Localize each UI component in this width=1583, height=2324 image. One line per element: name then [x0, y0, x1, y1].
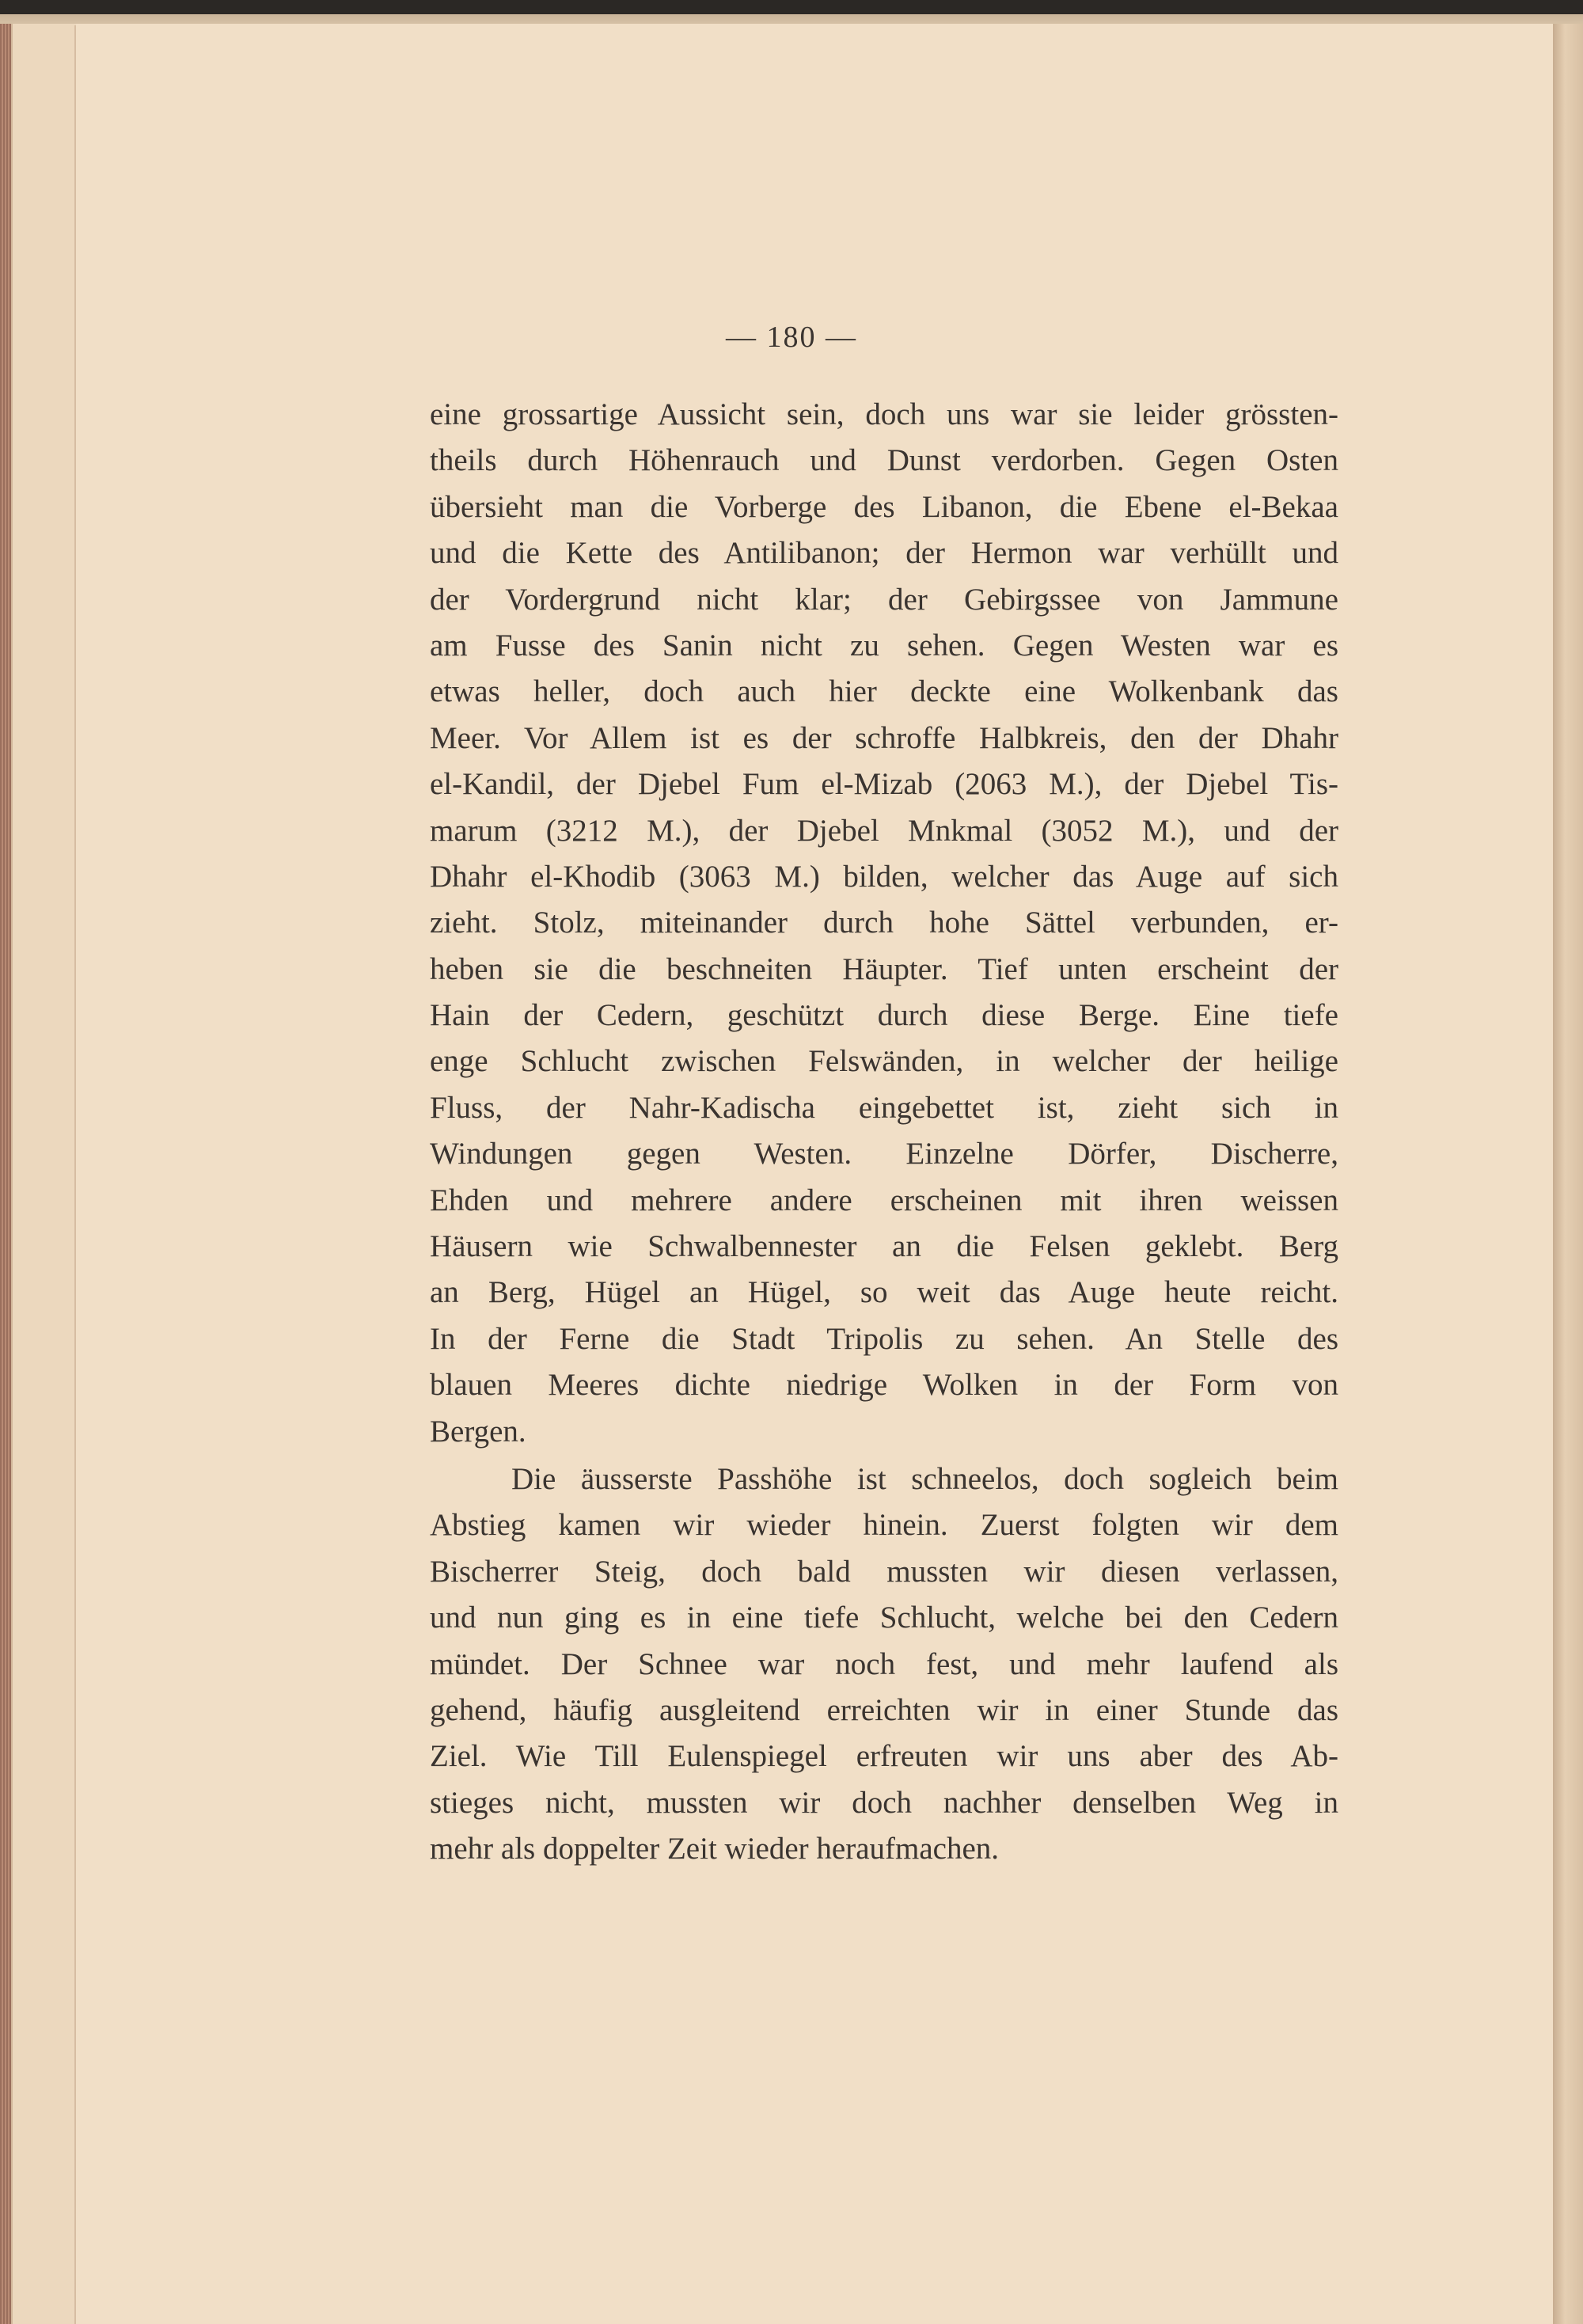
text-line: In der Ferne die Stadt Tripolis zu sehen. An Stelle des [430, 1321, 1338, 1356]
paragraph [430, 1456, 1338, 1873]
text-line: Ziel. Wie Till Eulenspiegel erfreuten wir uns aber des Ab- [430, 1739, 1338, 1774]
text-line: der Vordergrund nicht klar; der Gebirgssee von Jammune [430, 582, 1338, 617]
text-line: Fluss, der Nahr-Kadischa eingebettet ist, zieht sich in [430, 1090, 1338, 1125]
text-line: theils durch Höhenrauch und Dunst verdorben. Gegen Osten [430, 443, 1338, 478]
text-line: mehr als doppelter Zeit wieder heraufmachen. [430, 1832, 1000, 1866]
text-line: Die äusserste Passhöhe ist schneelos, doch sogleich beim [511, 1461, 1338, 1496]
text-line: enge Schlucht zwischen Felswänden, in welcher der heilige [430, 1044, 1338, 1079]
body-text [430, 392, 1338, 1873]
text-line: Ehden und mehrere andere erscheinen mit ihren weissen [430, 1183, 1338, 1217]
text-line: gehend, häufig ausgleitend erreichten wir in einer Stunde das [430, 1692, 1338, 1727]
text-line: mündet. Der Schnee war noch fest, und mehr laufend als [430, 1646, 1338, 1681]
text-line: Windungen gegen Westen. Einzelne Dörfer, Discherre, [430, 1137, 1338, 1171]
text-line: Meer. Vor Allem ist es der schroffe Halbkreis, den der Dhahr [430, 720, 1338, 755]
text-line: Abstieg kamen wir wieder hinein. Zuerst folgten wir dem [430, 1508, 1338, 1543]
text-line: heben sie die beschneiten Häupter. Tief unten erscheint der [430, 951, 1338, 986]
text-line: am Fusse des Sanin nicht zu sehen. Gegen Westen war es [430, 628, 1338, 663]
text-line: Bischerrer Steig, doch bald mussten wir diesen verlassen, [430, 1554, 1338, 1589]
page-gutter [11, 24, 76, 2324]
page-stack-edge [0, 24, 11, 2324]
paragraph [430, 392, 1338, 1455]
text-line: Bergen. [430, 1414, 526, 1449]
text-line: eine grossartige Aussicht sein, doch uns war sie leider grössten- [430, 397, 1338, 431]
text-line: stieges nicht, mussten wir doch nachher denselben Weg in [430, 1785, 1338, 1820]
page-right-edge [1553, 24, 1583, 2324]
text-line: el-Kandil, der Djebel Fum el-Mizab (2063 M.), der Djebel Tis- [430, 767, 1338, 802]
text-line: Häusern wie Schwalbennester an die Felsen geklebt. Berg [430, 1229, 1338, 1264]
text-line: zieht. Stolz, miteinander durch hohe Sättel verbunden, er- [430, 906, 1338, 940]
text-line: und nun ging es in eine tiefe Schlucht, welche bei den Cedern [430, 1601, 1338, 1635]
text-line: und die Kette des Antilibanon; der Hermon war verhüllt und [430, 536, 1338, 571]
text-line: übersieht man die Vorberge des Libanon, die Ebene el-Bekaa [430, 489, 1338, 524]
text-line: marum (3212 M.), der Djebel Mnkmal (3052 M.), und der [430, 813, 1338, 848]
text-line: etwas heller, doch auch hier deckte eine Wolkenbank das [430, 674, 1338, 709]
text-line: Hain der Cedern, geschützt durch diese Berge. Eine tiefe [430, 998, 1338, 1033]
text-line: blauen Meeres dichte niedrige Wolken in der Form von [430, 1368, 1338, 1403]
page-number: — 180 — [726, 321, 857, 354]
text-line: an Berg, Hügel an Hügel, so weit das Auge heute reicht. [430, 1275, 1338, 1310]
text-line: Dhahr el-Khodib (3063 M.) bilden, welcher das Auge auf sich [430, 859, 1338, 894]
